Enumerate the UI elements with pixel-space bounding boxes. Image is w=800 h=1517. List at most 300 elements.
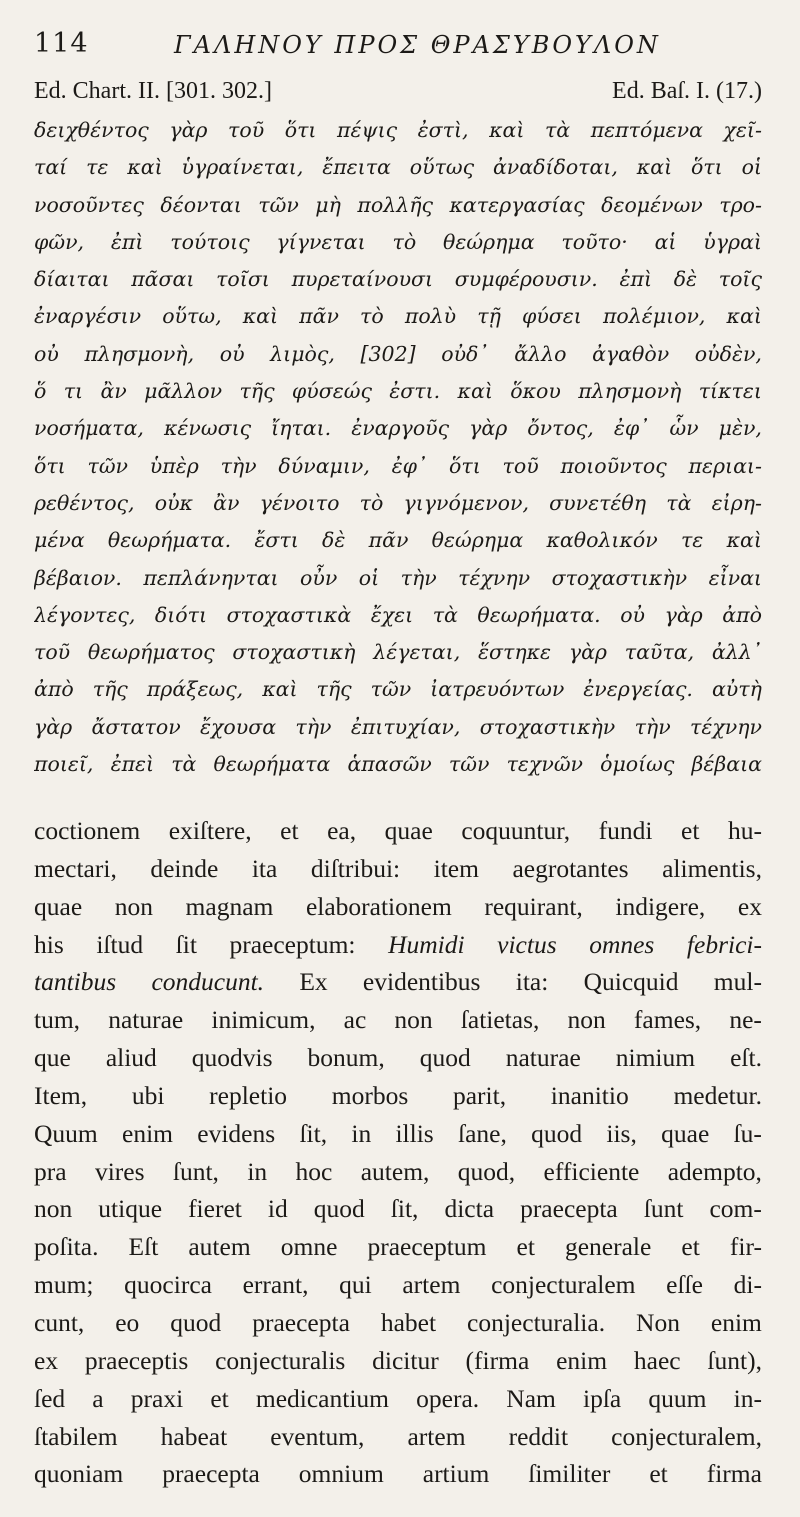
word: repletio — [209, 1080, 288, 1110]
word: ὄντος, — [527, 416, 594, 441]
word: οὐ — [34, 341, 59, 366]
word: qui — [339, 1270, 372, 1300]
word: δὲ — [322, 528, 346, 553]
edition-reference-left: Ed. Chart. II. [301. 302.] — [34, 78, 272, 104]
word: di- — [733, 1270, 762, 1300]
word: quae — [384, 816, 433, 845]
word: οὐδὲν, — [694, 341, 762, 366]
word: medicantium — [255, 1383, 389, 1413]
word: tantibus — [34, 967, 117, 997]
word: τέχνην — [458, 565, 531, 590]
word: Non — [636, 1307, 680, 1337]
word: πεπτόμενα — [590, 118, 703, 142]
word: κατεργασίας — [449, 192, 585, 217]
word: magnam — [185, 891, 274, 921]
word: ὅτι — [690, 155, 723, 180]
word: ἐπεὶ — [110, 752, 155, 777]
word: a — [92, 1383, 104, 1413]
word: ſane, — [458, 1118, 507, 1148]
word: naturae — [108, 1005, 184, 1035]
word: τῆς — [92, 677, 128, 702]
word: τοῦ — [228, 118, 265, 142]
word: τίκτει — [698, 379, 762, 404]
word: naturae — [505, 1043, 581, 1073]
word: ſunt — [643, 1194, 684, 1224]
word: ſunt, — [172, 1156, 219, 1186]
word: τῆς — [239, 379, 275, 404]
word: omne — [280, 1232, 338, 1262]
word: adempto, — [667, 1156, 762, 1186]
word: μὴ — [315, 192, 341, 217]
word: καὶ — [457, 379, 493, 404]
word: praxi — [130, 1383, 184, 1413]
word: poſita. — [34, 1232, 99, 1262]
word: fieret — [188, 1194, 242, 1224]
latin-text-line — [34, 1342, 762, 1380]
greek-text-line — [34, 634, 762, 671]
word: ποιοῦντος — [560, 453, 667, 478]
word: evidentibus — [362, 967, 481, 997]
word: utique — [98, 1194, 163, 1224]
word: δεομένων — [601, 192, 703, 217]
greek-text-line — [34, 336, 762, 373]
word: περιαι- — [688, 453, 762, 478]
word: καὶ — [636, 155, 673, 180]
word: mul- — [713, 967, 762, 997]
word: οὕτω, — [162, 304, 222, 329]
word: γίγνεται — [276, 229, 366, 254]
word: ὑγραὶ — [703, 229, 762, 254]
word: ἐφ᾽ — [613, 416, 650, 441]
latin-text-line — [34, 1190, 762, 1228]
word: tum, — [34, 1005, 81, 1035]
word: τοῦ — [34, 640, 71, 665]
word: iſtud — [96, 929, 144, 959]
word: generale — [564, 1232, 652, 1262]
word: ἄλλο — [514, 341, 567, 366]
word: καὶ — [489, 118, 525, 142]
word: habeat — [160, 1421, 228, 1451]
word: γὰρ — [169, 118, 208, 142]
word: τὸ — [392, 229, 417, 254]
word: quum — [648, 1383, 707, 1413]
word: τῇ — [477, 304, 501, 329]
word: μὲν, — [718, 416, 762, 441]
word: ἔπειτα — [322, 155, 391, 180]
greek-text-line — [34, 522, 762, 559]
word: artium — [422, 1459, 490, 1489]
word: φύσεώς — [291, 379, 372, 404]
word: τέχνην — [690, 714, 762, 739]
word: Humidi — [388, 929, 465, 959]
word: ἀπὸ — [34, 677, 74, 702]
word: eo — [115, 1307, 140, 1337]
word: his — [34, 929, 64, 959]
word: aliud — [105, 1043, 157, 1073]
word: ἐστι. — [389, 379, 441, 404]
word: ſtabilem — [34, 1421, 118, 1451]
word: et — [681, 1232, 700, 1262]
word: autem, — [360, 1156, 430, 1186]
word: non — [114, 891, 153, 921]
word: πᾶν — [368, 528, 409, 553]
word: καὶ — [242, 304, 279, 329]
word: efficiente — [543, 1156, 640, 1186]
word: λιμὸς, — [270, 341, 335, 366]
edition-reference-line — [34, 78, 762, 108]
word: et — [516, 1232, 535, 1262]
latin-text-line — [34, 1001, 762, 1039]
word: coquuntur, — [461, 816, 571, 845]
word: Quum — [34, 1118, 98, 1148]
word: πλησμονὴ, — [84, 341, 195, 366]
word: τὸ — [360, 304, 384, 329]
word: θεώρημα — [443, 229, 535, 254]
word: τε — [680, 528, 704, 553]
greek-text-line — [34, 410, 762, 447]
greek-text-line — [34, 298, 762, 335]
latin-text-line — [34, 1304, 762, 1342]
latin-text-line — [34, 812, 762, 850]
greek-text-line — [34, 373, 762, 410]
word: ἁπασῶν — [347, 752, 432, 777]
latin-text-line — [34, 1077, 762, 1115]
word: τοῦτο· — [561, 229, 628, 254]
word: οὐ — [620, 602, 646, 627]
word: com- — [709, 1194, 762, 1224]
word: στοχαστικὰ — [226, 602, 352, 627]
word: πᾶσαι — [131, 267, 195, 292]
word: βέβαιον. — [34, 565, 122, 590]
word: ἀπὸ — [722, 602, 762, 627]
word: enim — [556, 1345, 608, 1375]
word: πέψις — [337, 118, 398, 142]
word: βέβαια — [691, 752, 762, 777]
word: ἐστὶ, — [417, 118, 469, 142]
word: ὅτι — [449, 453, 481, 478]
word: τοῖσι — [216, 267, 270, 292]
word: δίαιται — [34, 267, 110, 292]
word: quoniam — [34, 1459, 124, 1489]
word: ἰατρευόντων — [430, 677, 565, 702]
word: quod — [170, 1307, 222, 1337]
greek-text-line — [34, 485, 762, 522]
word: quod — [531, 1118, 583, 1148]
latin-text-block — [34, 812, 762, 1493]
word: ita: — [515, 967, 549, 997]
word: οὐ — [219, 341, 245, 366]
word: [302] — [360, 341, 416, 366]
word: μένα — [34, 528, 85, 553]
latin-text-line — [34, 1228, 762, 1266]
word: στοχαστικὴ — [232, 640, 356, 665]
word: cunt, — [34, 1307, 85, 1337]
greek-text-block — [34, 112, 762, 783]
word: ἄστατον — [91, 714, 181, 739]
edition-reference-right: Ed. Baſ. I. (17.) — [612, 78, 762, 104]
word: ἔχει — [370, 602, 414, 627]
word: reddit — [508, 1421, 569, 1451]
word: γὰρ — [34, 714, 73, 739]
latin-text-line — [34, 1380, 762, 1418]
word: τὰ — [171, 752, 197, 777]
word: θεώρημα — [431, 528, 524, 553]
word: ἐπὶ — [110, 229, 144, 254]
word: non — [567, 1005, 606, 1035]
latin-text-line — [34, 963, 762, 1001]
word: Quicquid — [583, 967, 679, 997]
word: ſu- — [733, 1118, 762, 1148]
word: φῶν, — [34, 229, 85, 254]
word: praeceptum — [367, 1232, 487, 1262]
word: πολλῆς — [357, 192, 433, 217]
word: τῶν — [448, 752, 490, 777]
word: τὰ — [544, 118, 571, 142]
latin-text-line — [34, 850, 762, 888]
running-title: ΓΑΛΗΝΟΥ ΠΡΟΣ ΘΡΑΣΥΒΟΥΛΟΝ — [174, 31, 661, 59]
word: τούτοις — [170, 229, 250, 254]
word: οὕτως — [409, 155, 475, 180]
word: hoc — [295, 1156, 333, 1186]
word: ἴηται. — [271, 416, 332, 441]
word: τὰ — [432, 602, 458, 627]
word: ea, — [327, 816, 357, 845]
word: Item, — [34, 1080, 88, 1110]
word: ἐπὶ — [619, 267, 652, 292]
word: τι — [63, 379, 84, 404]
word: ἐφ᾽ — [391, 453, 428, 478]
word: praeceptum: — [229, 929, 356, 959]
word: non — [34, 1194, 73, 1224]
word: τῶν — [370, 677, 412, 702]
word: ἕστηκε — [478, 640, 552, 665]
word: πυρεταίνουσι — [291, 267, 434, 292]
word: pra — [34, 1156, 67, 1186]
greek-text-line — [34, 112, 762, 149]
word: τὴν — [400, 565, 437, 590]
word: ſimiliter — [528, 1459, 611, 1489]
page-header — [34, 28, 760, 64]
word: οἱ — [358, 565, 380, 590]
word: morbos — [331, 1080, 409, 1110]
word: praecepta — [252, 1307, 350, 1337]
word: ἐναργέσιν — [34, 304, 142, 329]
word: τὴν — [634, 714, 671, 739]
word: διότι — [154, 602, 208, 627]
greek-text-line — [34, 224, 762, 261]
word: αἱ — [654, 229, 677, 254]
word: omnium — [298, 1459, 384, 1489]
word: ποιεῖ, — [34, 752, 94, 777]
word: στοχαστικὴν — [479, 714, 616, 739]
word: et — [280, 816, 299, 845]
word: ἂν — [213, 490, 240, 515]
word: τεχνῶν — [506, 752, 583, 777]
word: alimentis, — [662, 853, 762, 883]
word: τὴν — [220, 453, 257, 478]
word: requirant, — [484, 891, 583, 921]
word: κένωσις — [163, 416, 252, 441]
word: ſit, — [390, 1194, 419, 1224]
greek-text-line — [34, 149, 762, 186]
word: καὶ — [726, 528, 762, 553]
word: ἀναδίδοται, — [492, 155, 618, 180]
word: Eſt — [128, 1232, 159, 1262]
word: ταί — [34, 155, 68, 180]
word: non — [394, 1005, 433, 1035]
word: id — [267, 1194, 288, 1224]
word: eſſe — [666, 1270, 703, 1300]
latin-text-line — [34, 1418, 762, 1456]
word: dicta — [444, 1194, 495, 1224]
word: γὰρ — [469, 416, 508, 441]
word: γιγνόμενον, — [403, 490, 529, 515]
word: θεωρήματα. — [107, 528, 232, 553]
word: ac — [343, 1005, 367, 1035]
word: λέγοντες, — [34, 602, 136, 627]
word: (firma — [465, 1345, 530, 1375]
greek-text-line — [34, 187, 762, 224]
word: febrici- — [686, 929, 762, 959]
word: πολέμιον, — [602, 304, 706, 329]
word: coctionem — [34, 816, 141, 845]
word: τῆς — [316, 677, 352, 702]
word: firma — [706, 1459, 762, 1489]
word: ἐναργοῦς — [351, 416, 450, 441]
word: ita — [251, 853, 278, 883]
word: eventum, — [270, 1421, 365, 1451]
greek-text-line — [34, 671, 762, 708]
word: conjecturalis — [215, 1345, 346, 1375]
word: τὸ — [359, 490, 384, 515]
word: γένοιτο — [259, 490, 340, 515]
word: ρεθέντος, — [34, 490, 135, 515]
greek-text-line — [34, 746, 762, 783]
word: artem — [402, 1270, 461, 1300]
word: praecepta — [162, 1459, 260, 1489]
latin-text-line — [34, 888, 762, 926]
word: elaborationem — [305, 891, 452, 921]
word: τῶν — [87, 453, 129, 478]
word: hu- — [727, 816, 762, 845]
word: νοσήματα, — [34, 416, 144, 441]
word: ne- — [729, 1005, 762, 1035]
word: errant, — [242, 1270, 309, 1300]
word: fundi — [598, 816, 653, 845]
word: ἔστι — [254, 528, 299, 553]
word: quod, — [457, 1156, 516, 1186]
word: τὰ — [666, 490, 692, 515]
word: ἂν — [100, 379, 127, 404]
word: nimium — [615, 1043, 696, 1073]
word: praeceptis — [84, 1345, 189, 1375]
word: δειχθέντος — [34, 118, 149, 142]
word: que — [34, 1043, 71, 1073]
word: ἐνεργείας. — [583, 677, 693, 702]
word: conjecturalia. — [467, 1307, 606, 1337]
greek-text-line — [34, 261, 762, 298]
word: haec — [633, 1345, 681, 1375]
word: αὐτὴ — [711, 677, 762, 702]
word: καὶ — [262, 677, 298, 702]
word: dicitur — [372, 1345, 439, 1375]
word: ὑπὲρ — [149, 453, 199, 478]
latin-text-line — [34, 926, 762, 964]
word: Nam — [506, 1383, 556, 1413]
word: πεπλάνηνται — [143, 565, 279, 590]
word: εἶναι — [708, 565, 762, 590]
word: δύναμιν, — [278, 453, 370, 478]
greek-text-line — [34, 560, 762, 597]
word: γὰρ — [568, 640, 607, 665]
word: ὅκου — [510, 379, 561, 404]
word: θεωρήματα. — [477, 602, 601, 627]
word: praecepta — [520, 1194, 618, 1224]
word: item — [433, 853, 479, 883]
word: ὁμοίως — [600, 752, 675, 777]
word: eſt. — [730, 1043, 762, 1073]
latin-text-line — [34, 1455, 762, 1493]
word: et — [649, 1459, 668, 1489]
word: τοῦ — [502, 453, 539, 478]
word: καθολικόν — [546, 528, 658, 553]
word: πᾶν — [299, 304, 339, 329]
word: ὧν — [669, 416, 699, 441]
word: illis — [395, 1118, 434, 1148]
word: μᾶλλον — [144, 379, 223, 404]
word: οὖν — [300, 565, 338, 590]
word: πλησμονὴ — [578, 379, 682, 404]
word: ὅτι — [284, 118, 317, 142]
word: iis, — [606, 1118, 637, 1148]
word: opera. — [416, 1383, 480, 1413]
word: indigere, — [615, 891, 706, 921]
word: enim — [122, 1118, 174, 1148]
word: vires — [94, 1156, 145, 1186]
word: ἐπιτυχίαν, — [350, 714, 461, 739]
word: θεωρήματος — [87, 640, 215, 665]
word: quodvis — [191, 1043, 273, 1073]
word: συνετέθη — [549, 490, 647, 515]
page-number: 114 — [34, 28, 89, 59]
word: τῶν — [258, 192, 299, 217]
word: ταῦτα, — [624, 640, 695, 665]
latin-text-line — [34, 1115, 762, 1153]
word: λέγεται, — [373, 640, 461, 665]
latin-text-line — [34, 1266, 762, 1304]
word: in — [247, 1156, 268, 1186]
word: victus — [497, 929, 557, 959]
word: τρο- — [719, 192, 762, 217]
word: ſit, — [299, 1118, 328, 1148]
word: ὅτι — [34, 453, 66, 478]
word: bonum, — [307, 1043, 385, 1073]
word: ὅ — [34, 379, 47, 404]
word: φύσει — [521, 304, 582, 329]
word: ſit — [175, 929, 197, 959]
word: quod — [313, 1194, 365, 1224]
word: quocirca — [124, 1270, 212, 1300]
word: δὲ — [673, 267, 698, 292]
word: artem — [407, 1421, 466, 1451]
word: in — [351, 1118, 372, 1148]
word: χεῖ- — [723, 118, 762, 142]
word: οἱ — [741, 155, 762, 180]
word: Ex — [299, 967, 328, 997]
word: ἔχουσα — [199, 714, 277, 739]
word: deinde — [150, 853, 219, 883]
word: τὴν — [295, 714, 332, 739]
